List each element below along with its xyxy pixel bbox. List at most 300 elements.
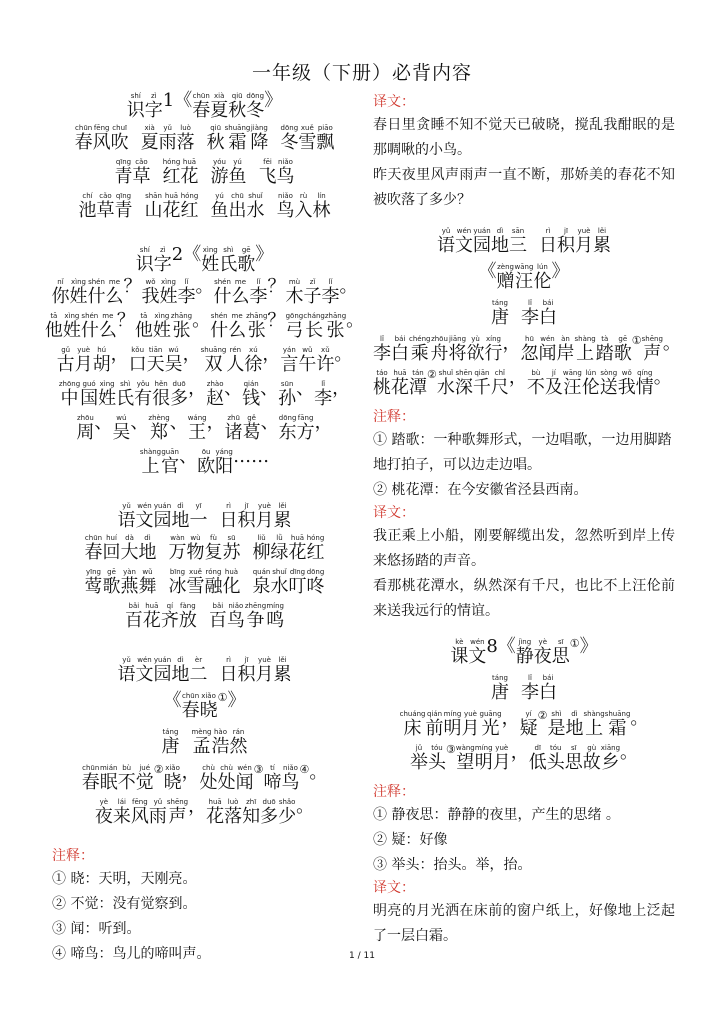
spacer: [265, 192, 277, 220]
char: 、: [94, 412, 113, 433]
char-with-pinyin: 闻wén: [538, 335, 557, 364]
char-with-pinyin: 鱼yú: [210, 192, 229, 221]
char: ，: [206, 412, 225, 433]
section-title: [373, 638, 675, 666]
char: ，: [262, 344, 281, 365]
char-with-pinyin: 歌gē: [102, 568, 121, 597]
char-with-pinyin: 园yuán: [473, 227, 491, 256]
char-with-pinyin: 不bù: [117, 764, 136, 793]
char-with-pinyin: 出chū: [228, 192, 247, 221]
char-with-pinyin: 有yǒu: [134, 380, 153, 409]
char-with-pinyin: 许xǔ: [316, 346, 335, 375]
char-with-pinyin: 叮dīng: [288, 568, 307, 597]
char: 、: [169, 412, 188, 433]
char: ，: [181, 762, 200, 783]
spacer: [199, 158, 211, 186]
char-with-pinyin: 姓xìng: [159, 278, 178, 307]
char: 《: [174, 90, 193, 111]
verse-line: [52, 414, 357, 442]
spacer: [157, 568, 169, 596]
char-with-pinyin: 静jìng: [515, 638, 534, 667]
char-with-pinyin: 床chuáng: [399, 710, 426, 739]
char: ，: [314, 412, 333, 433]
notes-list: [373, 803, 675, 878]
char-with-pinyin: 闻wén: [235, 764, 254, 793]
note-item: ③ 闻：听到。: [52, 921, 141, 937]
char-with-pinyin: 日rì: [219, 502, 238, 531]
char-with-pinyin: 草cǎo: [96, 192, 115, 221]
char-with-pinyin: 声shēng: [641, 335, 663, 364]
char-with-pinyin: 飞fēi: [258, 158, 277, 187]
char-with-pinyin: 冬dōng: [280, 124, 299, 153]
char-with-pinyin: 回huí: [102, 534, 121, 563]
char-with-pinyin: 言yán: [280, 346, 299, 375]
char: ，: [510, 742, 529, 763]
char-with-pinyin: 夜yè: [533, 638, 552, 667]
verse-line: [373, 369, 675, 397]
char: 、: [179, 446, 198, 467]
char-with-pinyin: 日rì: [219, 656, 238, 685]
char: 、: [260, 378, 279, 399]
char-with-pinyin: 葛gě: [242, 414, 261, 443]
char: 。: [630, 708, 649, 729]
char-with-pinyin: 春chūn: [81, 764, 100, 793]
poem-author: [52, 728, 357, 756]
char: 》: [255, 244, 274, 265]
page-title: 一年级（下册）必背内容: [251, 62, 472, 84]
char-with-pinyin: 鸟niǎo: [226, 602, 245, 631]
char: ？: [267, 310, 286, 331]
char-with-pinyin: 累lěi: [593, 227, 611, 256]
spacer: [241, 534, 253, 562]
char-with-pinyin: 月yuè: [461, 710, 480, 739]
char-with-pinyin: 万wàn: [168, 534, 187, 563]
char-with-pinyin: 齐qí: [160, 602, 179, 631]
char-with-pinyin: 孟mèng: [191, 728, 212, 757]
char: ？: [267, 276, 286, 297]
char: 2: [171, 244, 184, 265]
char-with-pinyin: 方fāng: [296, 414, 315, 443]
char-with-pinyin: 风fēng: [130, 798, 149, 827]
char-with-pinyin: 上shàng: [139, 448, 162, 477]
char-with-pinyin: 你nǐ: [51, 278, 70, 307]
translation-paragraph: 明亮的月光洒在床前的窗户纸上，好像地上泛起了一层白霜。: [373, 903, 675, 944]
char-with-pinyin: 春chūn: [74, 124, 93, 153]
char-with-pinyin: 苏sū: [222, 534, 241, 563]
char-with-pinyin: 夏xià: [140, 124, 159, 153]
spacer: [208, 502, 220, 530]
char: 、: [130, 412, 149, 433]
char-with-pinyin: 思sī: [551, 638, 570, 667]
char: ？: [116, 310, 135, 331]
char-with-pinyin: 水shuǐ: [270, 568, 289, 597]
char-with-pinyin: 子zǐ: [303, 278, 322, 307]
char-with-pinyin: 将jiāng: [448, 335, 467, 364]
char-with-pinyin: 冰bīng: [168, 568, 187, 597]
char-with-pinyin: 字zì: [144, 92, 163, 121]
verse-line: [52, 568, 357, 596]
char-with-pinyin: 唐táng: [491, 674, 509, 703]
char-with-pinyin: 钱qián: [242, 380, 261, 409]
char: ，: [508, 367, 527, 388]
translation-paragraph: 看那桃花潭水，纵然深有千尺，也比不上汪伦前来送我远行的情谊。: [373, 578, 675, 619]
char-with-pinyin: 张zhāng: [324, 312, 347, 341]
translation-text: [373, 524, 675, 624]
char-with-pinyin: 文wén: [135, 656, 154, 685]
char: ，: [501, 708, 520, 729]
char-with-pinyin: 岸àn: [556, 335, 575, 364]
spacer: [509, 299, 521, 327]
verse-line: [373, 333, 681, 364]
char-with-pinyin: 白bái: [391, 335, 409, 364]
notes-label: 注释：: [373, 409, 415, 425]
char-with-pinyin: 很hěn: [152, 380, 171, 409]
char-with-pinyin: 字zì: [153, 246, 172, 275]
char-with-pinyin: 冬dōng: [246, 92, 265, 121]
char-with-pinyin: 晓xiǎo: [199, 692, 218, 721]
char-with-pinyin: 上shàng: [583, 710, 605, 739]
char-with-pinyin: 降jiàng: [250, 124, 269, 153]
char-with-pinyin: 园yuán: [153, 656, 172, 685]
char: 》: [264, 90, 283, 111]
char-with-pinyin: 舟zhōu: [430, 335, 449, 364]
char: 1: [162, 90, 175, 111]
spacer: [195, 124, 207, 152]
char-with-pinyin: 秋qiū: [228, 92, 247, 121]
char-with-pinyin: 泉quán: [252, 568, 271, 597]
translation-label: 译文：: [373, 880, 415, 896]
char-with-pinyin: 花huā: [142, 602, 161, 631]
char-with-pinyin: 文wén: [468, 638, 487, 667]
char-with-pinyin: 累lěi: [273, 502, 292, 531]
note-marker: ③: [445, 743, 456, 756]
poem-title: [373, 263, 675, 291]
char-with-pinyin: 识shí: [126, 92, 145, 121]
char-with-pinyin: 百bǎi: [124, 602, 143, 631]
char-with-pinyin: 少shǎo: [278, 798, 297, 827]
poem-author: [373, 674, 675, 702]
char-with-pinyin: 姓xìng: [62, 312, 81, 341]
char-with-pinyin: 咚dōng: [306, 568, 325, 597]
char-with-pinyin: 化huà: [222, 568, 241, 597]
char-with-pinyin: 歌gē: [613, 335, 632, 364]
char-with-pinyin: 花huā: [288, 534, 307, 563]
note-item: ② 桃花潭：在今安徽省泾县西南。: [373, 482, 588, 498]
char-with-pinyin: 雪xuě: [298, 124, 317, 153]
notes-label: 注释：: [52, 848, 94, 864]
char-with-pinyin: 欧ōu: [197, 448, 216, 477]
verse-line: [52, 448, 357, 476]
char-with-pinyin: 汪wāng: [514, 263, 534, 292]
char-with-pinyin: 唐táng: [161, 728, 180, 757]
char-with-pinyin: 低dī: [528, 744, 547, 773]
char-with-pinyin: 雨yǔ: [148, 798, 167, 827]
char-with-pinyin: 花huā: [180, 158, 199, 187]
char-with-pinyin: 姓xìng: [152, 312, 171, 341]
section-title: [52, 246, 357, 274]
char: ，: [332, 378, 351, 399]
char-with-pinyin: 王wáng: [187, 414, 207, 443]
char-with-pinyin: 放fàng: [178, 602, 197, 631]
char-with-pinyin: 积jī: [237, 502, 256, 531]
char-with-pinyin: 月yuè: [492, 744, 511, 773]
char: 。: [653, 367, 672, 388]
char-with-pinyin: 语yǔ: [117, 656, 136, 685]
section-title: [52, 656, 357, 684]
char-with-pinyin: 白bái: [539, 299, 557, 328]
char-with-pinyin: 鱼yú: [228, 158, 247, 187]
char-with-pinyin: 头tóu: [427, 744, 446, 773]
char-with-pinyin: 中zhōng: [58, 380, 81, 409]
char: 、: [296, 378, 315, 399]
char-with-pinyin: 他tā: [134, 312, 153, 341]
char: ，: [502, 333, 521, 354]
char-with-pinyin: 伦lún: [533, 263, 552, 292]
char-with-pinyin: 氏shì: [116, 380, 135, 409]
char-with-pinyin: 姓xìng: [98, 380, 117, 409]
char-with-pinyin: 是shì: [547, 710, 566, 739]
char-with-pinyin: 月yuè: [74, 346, 93, 375]
char-with-pinyin: 来lái: [112, 798, 131, 827]
char-with-pinyin: 口kǒu: [128, 346, 147, 375]
char-with-pinyin: 月yuè: [255, 502, 274, 531]
char-with-pinyin: 春chūn: [192, 92, 211, 121]
char-with-pinyin: 春chūn: [181, 692, 200, 721]
char-with-pinyin: 姓xìng: [201, 246, 220, 275]
char-with-pinyin: 桃táo: [373, 369, 391, 398]
verse-line: [52, 798, 357, 826]
char-with-pinyin: 浩hào: [211, 728, 230, 757]
char-with-pinyin: 雨yǔ: [158, 124, 177, 153]
char-with-pinyin: 么me: [105, 278, 124, 307]
char-with-pinyin: 物wù: [186, 534, 205, 563]
char-with-pinyin: 及jí: [544, 369, 563, 398]
char-with-pinyin: 诸zhū: [224, 414, 243, 443]
translation-label: 译文：: [373, 505, 415, 521]
char-with-pinyin: 风fēng: [92, 124, 111, 153]
poem-title: [52, 692, 357, 720]
char-with-pinyin: 地dì: [138, 534, 157, 563]
char-with-pinyin: 晓xiǎo: [163, 764, 182, 793]
char-with-pinyin: 他tā: [44, 312, 63, 341]
char-with-pinyin: 红hóng: [162, 158, 181, 187]
char: 》: [227, 690, 246, 711]
note-item: ② 疑：好像: [373, 832, 448, 848]
char-with-pinyin: 花huā: [162, 192, 181, 221]
note-item: ④ 啼鸟：鸟儿的啼叫声。: [52, 946, 211, 962]
verse-block: [52, 124, 357, 220]
verse-line: [52, 124, 357, 152]
char-with-pinyin: 处chù: [199, 764, 218, 793]
char-with-pinyin: 故gù: [582, 744, 601, 773]
char-with-pinyin: 张zhāng: [170, 312, 193, 341]
char-with-pinyin: 深shēn: [454, 369, 473, 398]
char-with-pinyin: 燕yàn: [120, 568, 139, 597]
char: ，: [188, 378, 207, 399]
char: ，: [182, 344, 201, 365]
char-with-pinyin: 举jǔ: [409, 744, 428, 773]
spacer: [133, 192, 145, 220]
note-item: ① 静夜思：静静的夜里，产生的思绪 。: [373, 807, 620, 823]
char-with-pinyin: 草cǎo: [132, 158, 151, 187]
char-with-pinyin: 明míng: [474, 744, 493, 773]
section-title: [52, 92, 357, 120]
spacer: [157, 534, 169, 562]
char-with-pinyin: 唐táng: [491, 299, 509, 328]
char-with-pinyin: 白bái: [539, 674, 557, 703]
note-marker: ①: [217, 691, 228, 704]
char-with-pinyin: 鸟niǎo: [276, 158, 295, 187]
char-with-pinyin: 李lǐ: [521, 674, 539, 703]
char: 。: [296, 796, 315, 817]
char: ……: [233, 446, 270, 467]
char-with-pinyin: 游yóu: [210, 158, 229, 187]
char-with-pinyin: 处chù: [217, 764, 236, 793]
char-with-pinyin: 眠mián: [99, 764, 118, 793]
char-with-pinyin: 张zhāng: [246, 312, 268, 341]
char-with-pinyin: 积jī: [237, 656, 256, 685]
page-number: 1 / 11: [349, 951, 375, 961]
spacer: [241, 568, 253, 596]
char-with-pinyin: 地dì: [565, 710, 584, 739]
verse-line: [52, 346, 357, 374]
char-with-pinyin: 声shēng: [166, 798, 189, 827]
note-marker: ②: [427, 368, 437, 381]
char-with-pinyin: 霜shuāng: [224, 124, 251, 153]
char-with-pinyin: 疑yí: [519, 710, 538, 739]
char-with-pinyin: 语yǔ: [117, 502, 136, 531]
poem-lines: [52, 764, 357, 826]
char-with-pinyin: 鸟niǎo: [276, 192, 295, 221]
char-with-pinyin: 入rù: [294, 192, 313, 221]
char-with-pinyin: 柳liǔ: [252, 534, 271, 563]
char-with-pinyin: 氏shì: [219, 246, 238, 275]
char-with-pinyin: 官guān: [161, 448, 180, 477]
char-with-pinyin: 国guó: [80, 380, 99, 409]
char-with-pinyin: 一yī: [189, 502, 208, 531]
char-with-pinyin: 觉jué: [135, 764, 154, 793]
char-with-pinyin: 长cháng: [303, 312, 325, 341]
char: ，: [110, 344, 129, 365]
char-with-pinyin: 融róng: [204, 568, 223, 597]
char-with-pinyin: 落luò: [224, 798, 243, 827]
char: 。: [192, 310, 211, 331]
char: 。: [195, 276, 214, 297]
char: 《: [497, 636, 516, 657]
char-with-pinyin: 积jī: [557, 227, 575, 256]
char-with-pinyin: 阳yáng: [215, 448, 234, 477]
translation-paragraph: 昨天夜里风声雨声一直不断，那娇美的春花不知被吹落了多少？: [373, 167, 675, 208]
spacer: [527, 227, 539, 255]
char-with-pinyin: 歌gē: [237, 246, 256, 275]
char-with-pinyin: 天tiān: [146, 346, 165, 375]
char-with-pinyin: 么me: [98, 312, 117, 341]
char-with-pinyin: 孙sūn: [278, 380, 297, 409]
char-with-pinyin: 乘chéng: [409, 335, 431, 364]
char-with-pinyin: 识shí: [135, 246, 154, 275]
char-with-pinyin: 踏tà: [595, 335, 614, 364]
translation-text: [373, 899, 675, 949]
char-with-pinyin: 前qián: [425, 710, 444, 739]
char-with-pinyin: 么me: [228, 312, 247, 341]
note-marker: ④: [299, 763, 310, 776]
char-with-pinyin: 二èr: [189, 656, 208, 685]
char: 《: [163, 690, 182, 711]
char-with-pinyin: 郑zhèng: [148, 414, 170, 443]
char-with-pinyin: 光guāng: [479, 710, 502, 739]
verse-line: [52, 278, 357, 306]
char-with-pinyin: 争zhēng: [244, 602, 267, 631]
char-with-pinyin: 落luò: [176, 124, 195, 153]
spacer: [247, 158, 259, 186]
char-with-pinyin: 李lǐ: [177, 278, 196, 307]
verse-line: [52, 158, 357, 186]
char: ，: [188, 796, 207, 817]
char-with-pinyin: 绿lǜ: [270, 534, 289, 563]
char: 。: [339, 276, 358, 297]
char-with-pinyin: 潭tán: [409, 369, 427, 398]
char: 。: [309, 762, 328, 783]
note-item: ① 晓：天明，天刚亮。: [52, 871, 197, 887]
char-with-pinyin: 乡xiāng: [600, 744, 621, 773]
spacer: [151, 158, 163, 186]
char-with-pinyin: 红hóng: [306, 534, 325, 563]
verse-line: [52, 380, 357, 408]
char-with-pinyin: 月yuè: [255, 656, 274, 685]
char-with-pinyin: 地dì: [171, 502, 190, 531]
char-with-pinyin: 多duō: [170, 380, 189, 409]
char-with-pinyin: 花huā: [206, 798, 225, 827]
char: 《: [183, 244, 202, 265]
char-with-pinyin: 李lǐ: [249, 278, 268, 307]
spacer: [208, 656, 220, 684]
char-with-pinyin: 夏xià: [210, 92, 229, 121]
char-with-pinyin: 尺chǐ: [490, 369, 509, 398]
verse-line: [373, 744, 675, 772]
section-title: [373, 227, 675, 255]
verse-line: [373, 710, 675, 738]
char-with-pinyin: 什shén: [210, 312, 229, 341]
char-with-pinyin: 百bǎi: [208, 602, 227, 631]
char: 。: [334, 344, 353, 365]
spacer: [509, 674, 521, 702]
note-marker: ①: [569, 637, 580, 650]
char-with-pinyin: 鸟niǎo: [281, 764, 300, 793]
char: 》: [579, 636, 598, 657]
char-with-pinyin: 啼tí: [263, 764, 282, 793]
char-with-pinyin: 东dōng: [278, 414, 297, 443]
section-title: [52, 502, 357, 530]
char-with-pinyin: 舞wǔ: [138, 568, 157, 597]
char-with-pinyin: 胡hú: [92, 346, 111, 375]
translation-paragraph: 我正乘上小船，刚要解缆出发，忽然听到岸上传来悠扬踏的声音。: [373, 528, 675, 569]
char-with-pinyin: 三sān: [509, 227, 527, 256]
char-with-pinyin: 情qíng: [635, 369, 654, 398]
translation-label: 译文：: [373, 94, 415, 110]
char-with-pinyin: 头tóu: [546, 744, 565, 773]
verse-line: [52, 534, 357, 562]
char-with-pinyin: 然rán: [229, 728, 248, 757]
note-marker: ②: [537, 709, 548, 722]
char-with-pinyin: 青qīng: [114, 192, 133, 221]
char-with-pinyin: 复fù: [204, 534, 223, 563]
char-with-pinyin: 我wǒ: [141, 278, 160, 307]
char-with-pinyin: 霜shuāng: [604, 710, 631, 739]
char-with-pinyin: 李lǐ: [521, 299, 539, 328]
verse-block: [44, 276, 365, 477]
note-item: ② 不觉：没有觉察到。: [52, 896, 197, 912]
char-with-pinyin: 李lǐ: [321, 278, 340, 307]
